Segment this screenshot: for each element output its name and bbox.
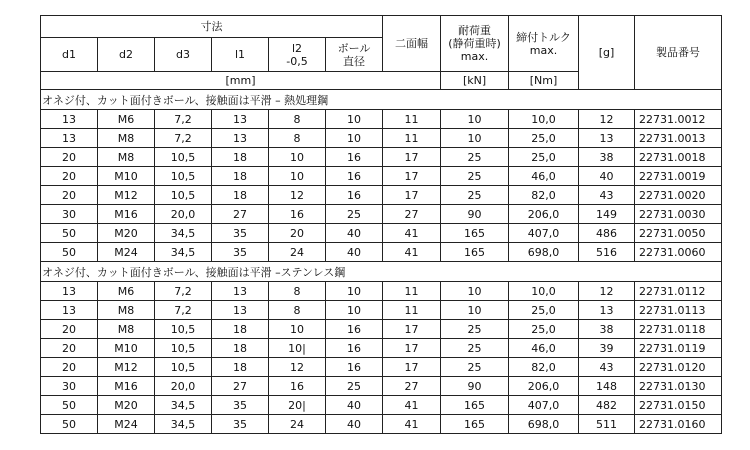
d3-cell: 34,5	[155, 415, 212, 434]
width-across-flats-cell: 17	[383, 320, 441, 339]
ball-diameter-cell: 16	[326, 148, 383, 167]
table-row	[41, 224, 722, 243]
unit-nm: [Nm]	[509, 72, 579, 90]
d2-cell: M24	[98, 415, 155, 434]
ball-diameter-cell: 25	[326, 377, 383, 396]
part-number-cell: 22731.0150	[635, 396, 722, 415]
part-number-cell: 22731.0030	[635, 205, 722, 224]
d3-cell: 34,5	[155, 396, 212, 415]
width-across-flats-cell: 41	[383, 224, 441, 243]
part-number-cell: 22731.0019	[635, 167, 722, 186]
d3-cell: 10,5	[155, 339, 212, 358]
torque-cell: 407,0	[509, 396, 579, 415]
table-row	[41, 129, 722, 148]
torque-cell: 82,0	[509, 186, 579, 205]
width-across-flats-cell: 41	[383, 415, 441, 434]
d3-cell: 20,0	[155, 377, 212, 396]
l2-label: l2	[291, 41, 303, 55]
width-across-flats-cell: 17	[383, 339, 441, 358]
d3-cell: 7,2	[155, 301, 212, 320]
load-capacity-cell: 25	[441, 339, 509, 358]
l1-cell: 18	[212, 320, 269, 339]
part-number-cell: 22731.0160	[635, 415, 722, 434]
weight-cell: 13	[579, 301, 635, 320]
ball-diameter-cell: 10	[326, 282, 383, 301]
torque-cell: 206,0	[509, 205, 579, 224]
l1-cell: 27	[212, 377, 269, 396]
table-row	[41, 110, 722, 129]
load-capacity-cell: 25	[441, 320, 509, 339]
ball-diameter-cell: 16	[326, 320, 383, 339]
section-title-row	[41, 90, 722, 110]
l1-cell: 35	[212, 415, 269, 434]
part-number-cell: 22731.0130	[635, 377, 722, 396]
l2-cell: 8	[269, 129, 326, 148]
weight-cell: 38	[579, 148, 635, 167]
torque-header	[509, 16, 579, 72]
table-row	[41, 320, 722, 339]
d2-cell: M10	[98, 167, 155, 186]
d1-cell: 50	[41, 243, 98, 262]
table-row	[41, 205, 722, 224]
d1-header: d1	[41, 38, 98, 72]
weight-cell: 511	[579, 415, 635, 434]
d3-cell: 10,5	[155, 148, 212, 167]
width-across-flats-cell: 11	[383, 301, 441, 320]
d2-cell: M6	[98, 110, 155, 129]
weight-header: [g]	[579, 16, 635, 90]
d2-cell: M20	[98, 224, 155, 243]
spec-table	[40, 15, 722, 434]
l2-header	[269, 38, 326, 72]
width-across-flats-header: 二面幅	[383, 16, 441, 72]
width-across-flats-cell: 17	[383, 358, 441, 377]
ball-diameter-cell: 40	[326, 243, 383, 262]
l1-cell: 18	[212, 186, 269, 205]
l1-cell: 35	[212, 243, 269, 262]
torque-cell: 25,0	[509, 320, 579, 339]
width-across-flats-cell: 11	[383, 129, 441, 148]
torque-cell: 407,0	[509, 224, 579, 243]
load-capacity-cell: 90	[441, 205, 509, 224]
part-number-cell: 22731.0012	[635, 110, 722, 129]
weight-cell: 516	[579, 243, 635, 262]
table-row	[41, 377, 722, 396]
ball-diameter-cell: 25	[326, 205, 383, 224]
d3-cell: 20,0	[155, 205, 212, 224]
d3-cell: 7,2	[155, 129, 212, 148]
torque-cell: 46,0	[509, 167, 579, 186]
weight-cell: 43	[579, 358, 635, 377]
l1-cell: 27	[212, 205, 269, 224]
torque-cell: 25,0	[509, 129, 579, 148]
torque-cell: 698,0	[509, 243, 579, 262]
d1-cell: 20	[41, 320, 98, 339]
d1-cell: 13	[41, 129, 98, 148]
ball-diameter-cell: 16	[326, 167, 383, 186]
d1-cell: 20	[41, 167, 98, 186]
load-capacity-label: 耐荷重	[458, 24, 492, 37]
weight-cell: 148	[579, 377, 635, 396]
ball-diameter-cell: 10	[326, 301, 383, 320]
load-capacity-cell: 165	[441, 243, 509, 262]
d1-cell: 30	[41, 205, 98, 224]
torque-label: 締付トルク	[516, 30, 571, 44]
d2-cell: M8	[98, 301, 155, 320]
d1-cell: 50	[41, 415, 98, 434]
ball-diameter-cell: 40	[326, 224, 383, 243]
section-title: オネジ付、カット面付きボール、接触面は平滑 – 熱処理鋼	[41, 90, 722, 110]
l2-cell: 12	[269, 358, 326, 377]
weight-cell: 149	[579, 205, 635, 224]
ball-diameter-cell: 16	[326, 186, 383, 205]
d3-cell: 34,5	[155, 224, 212, 243]
width-across-flats-cell: 41	[383, 396, 441, 415]
width-across-flats-cell: 11	[383, 282, 441, 301]
d2-cell: M12	[98, 358, 155, 377]
l2-cell: 8	[269, 282, 326, 301]
ball-label: ボール	[337, 41, 371, 55]
weight-cell: 486	[579, 224, 635, 243]
table-header	[41, 16, 722, 90]
d3-cell: 34,5	[155, 243, 212, 262]
d3-cell: 7,2	[155, 282, 212, 301]
d3-header: d3	[155, 38, 212, 72]
width-across-flats-cell: 27	[383, 377, 441, 396]
width-across-flats-cell: 17	[383, 186, 441, 205]
table-row	[41, 186, 722, 205]
width-across-flats-cell: 11	[383, 110, 441, 129]
d3-cell: 10,5	[155, 358, 212, 377]
weight-cell: 38	[579, 320, 635, 339]
l2-cell: 20	[269, 224, 326, 243]
l2-cell: 20|	[269, 396, 326, 415]
load-capacity-cell: 25	[441, 148, 509, 167]
d2-cell: M16	[98, 205, 155, 224]
load-capacity-cell: 25	[441, 358, 509, 377]
part-number-cell: 22731.0060	[635, 243, 722, 262]
l2-cell: 24	[269, 243, 326, 262]
table-row	[41, 301, 722, 320]
d2-cell: M8	[98, 129, 155, 148]
part-number-cell: 22731.0113	[635, 301, 722, 320]
l2-cell: 8	[269, 301, 326, 320]
part-number-cell: 22731.0119	[635, 339, 722, 358]
load-capacity-cell: 10	[441, 301, 509, 320]
weight-cell: 39	[579, 339, 635, 358]
torque-cell: 10,0	[509, 282, 579, 301]
weight-cell: 43	[579, 186, 635, 205]
weight-cell: 482	[579, 396, 635, 415]
torque-cell: 46,0	[509, 339, 579, 358]
part-number-cell: 22731.0120	[635, 358, 722, 377]
load-capacity-max-label: max.	[460, 50, 489, 63]
d3-cell: 10,5	[155, 186, 212, 205]
l1-cell: 13	[212, 129, 269, 148]
ball-diameter-cell: 10	[326, 110, 383, 129]
l1-cell: 18	[212, 358, 269, 377]
unit-mm: [mm]	[41, 72, 441, 90]
l1-cell: 35	[212, 224, 269, 243]
l1-cell: 13	[212, 282, 269, 301]
l2-cell: 10	[269, 320, 326, 339]
l2-cell: 16	[269, 205, 326, 224]
weight-cell: 12	[579, 282, 635, 301]
section-title-row	[41, 262, 722, 282]
d1-cell: 20	[41, 186, 98, 205]
torque-cell: 25,0	[509, 301, 579, 320]
d1-cell: 50	[41, 396, 98, 415]
table-row	[41, 167, 722, 186]
load-capacity-static-label: (静荷重時)	[448, 37, 501, 50]
ball-diameter-cell: 16	[326, 339, 383, 358]
d1-cell: 20	[41, 358, 98, 377]
d2-cell: M8	[98, 148, 155, 167]
ball-diameter-cell: 10	[326, 129, 383, 148]
l1-cell: 13	[212, 301, 269, 320]
ball-diameter-cell: 40	[326, 415, 383, 434]
width-across-flats-cell: 17	[383, 148, 441, 167]
l1-header: l1	[212, 38, 269, 72]
d2-cell: M20	[98, 396, 155, 415]
table-row	[41, 396, 722, 415]
l1-cell: 13	[212, 110, 269, 129]
table-row	[41, 243, 722, 262]
part-number-cell: 22731.0020	[635, 186, 722, 205]
load-capacity-cell: 10	[441, 129, 509, 148]
d1-cell: 30	[41, 377, 98, 396]
width-across-flats-cell: 27	[383, 205, 441, 224]
l1-cell: 35	[212, 396, 269, 415]
d2-cell: M8	[98, 320, 155, 339]
l2-cell: 24	[269, 415, 326, 434]
d1-cell: 20	[41, 148, 98, 167]
part-number-cell: 22731.0018	[635, 148, 722, 167]
table-row	[41, 282, 722, 301]
l2-tolerance: -0,5	[286, 54, 308, 68]
width-across-flats-cell: 41	[383, 243, 441, 262]
d1-cell: 13	[41, 110, 98, 129]
diameter-label: 直径	[343, 54, 366, 68]
d2-cell: M16	[98, 377, 155, 396]
part-number-cell: 22731.0050	[635, 224, 722, 243]
unit-kn: [kN]	[441, 72, 509, 90]
load-capacity-cell: 165	[441, 396, 509, 415]
load-capacity-cell: 10	[441, 282, 509, 301]
weight-cell: 12	[579, 110, 635, 129]
l1-cell: 18	[212, 339, 269, 358]
table-row	[41, 339, 722, 358]
l1-cell: 18	[212, 148, 269, 167]
part-number-cell: 22731.0013	[635, 129, 722, 148]
part-number-cell: 22731.0112	[635, 282, 722, 301]
d2-header: d2	[98, 38, 155, 72]
l2-cell: 10	[269, 148, 326, 167]
d2-cell: M24	[98, 243, 155, 262]
l1-cell: 18	[212, 167, 269, 186]
torque-cell: 698,0	[509, 415, 579, 434]
load-capacity-cell: 10	[441, 110, 509, 129]
d3-cell: 7,2	[155, 110, 212, 129]
table-row	[41, 415, 722, 434]
l2-cell: 12	[269, 186, 326, 205]
d2-cell: M6	[98, 282, 155, 301]
d1-cell: 13	[41, 301, 98, 320]
l2-cell: 16	[269, 377, 326, 396]
load-capacity-cell: 25	[441, 167, 509, 186]
table-row	[41, 358, 722, 377]
weight-cell: 40	[579, 167, 635, 186]
load-capacity-cell: 25	[441, 186, 509, 205]
torque-max-label: max.	[529, 43, 558, 57]
part-number-header: 製品番号	[635, 16, 722, 90]
ball-diameter-header	[326, 38, 383, 72]
weight-cell: 13	[579, 129, 635, 148]
torque-cell: 25,0	[509, 148, 579, 167]
table-body	[41, 90, 722, 434]
torque-cell: 10,0	[509, 110, 579, 129]
d1-cell: 20	[41, 339, 98, 358]
torque-cell: 82,0	[509, 358, 579, 377]
load-capacity-cell: 165	[441, 415, 509, 434]
part-number-cell: 22731.0118	[635, 320, 722, 339]
d1-cell: 50	[41, 224, 98, 243]
l2-cell: 10	[269, 167, 326, 186]
width-across-flats-cell: 17	[383, 167, 441, 186]
d1-cell: 13	[41, 282, 98, 301]
dimensions-header: 寸法	[41, 16, 383, 38]
l2-cell: 8	[269, 110, 326, 129]
d2-cell: M10	[98, 339, 155, 358]
d2-cell: M12	[98, 186, 155, 205]
load-capacity-cell: 165	[441, 224, 509, 243]
load-capacity-header	[441, 16, 509, 72]
ball-diameter-cell: 40	[326, 396, 383, 415]
l2-cell: 10|	[269, 339, 326, 358]
section-title: オネジ付、カット面付きボール、接触面は平滑 –ステンレス鋼	[41, 262, 722, 282]
d3-cell: 10,5	[155, 167, 212, 186]
ball-diameter-cell: 16	[326, 358, 383, 377]
torque-cell: 206,0	[509, 377, 579, 396]
table-row	[41, 148, 722, 167]
d3-cell: 10,5	[155, 320, 212, 339]
load-capacity-cell: 90	[441, 377, 509, 396]
